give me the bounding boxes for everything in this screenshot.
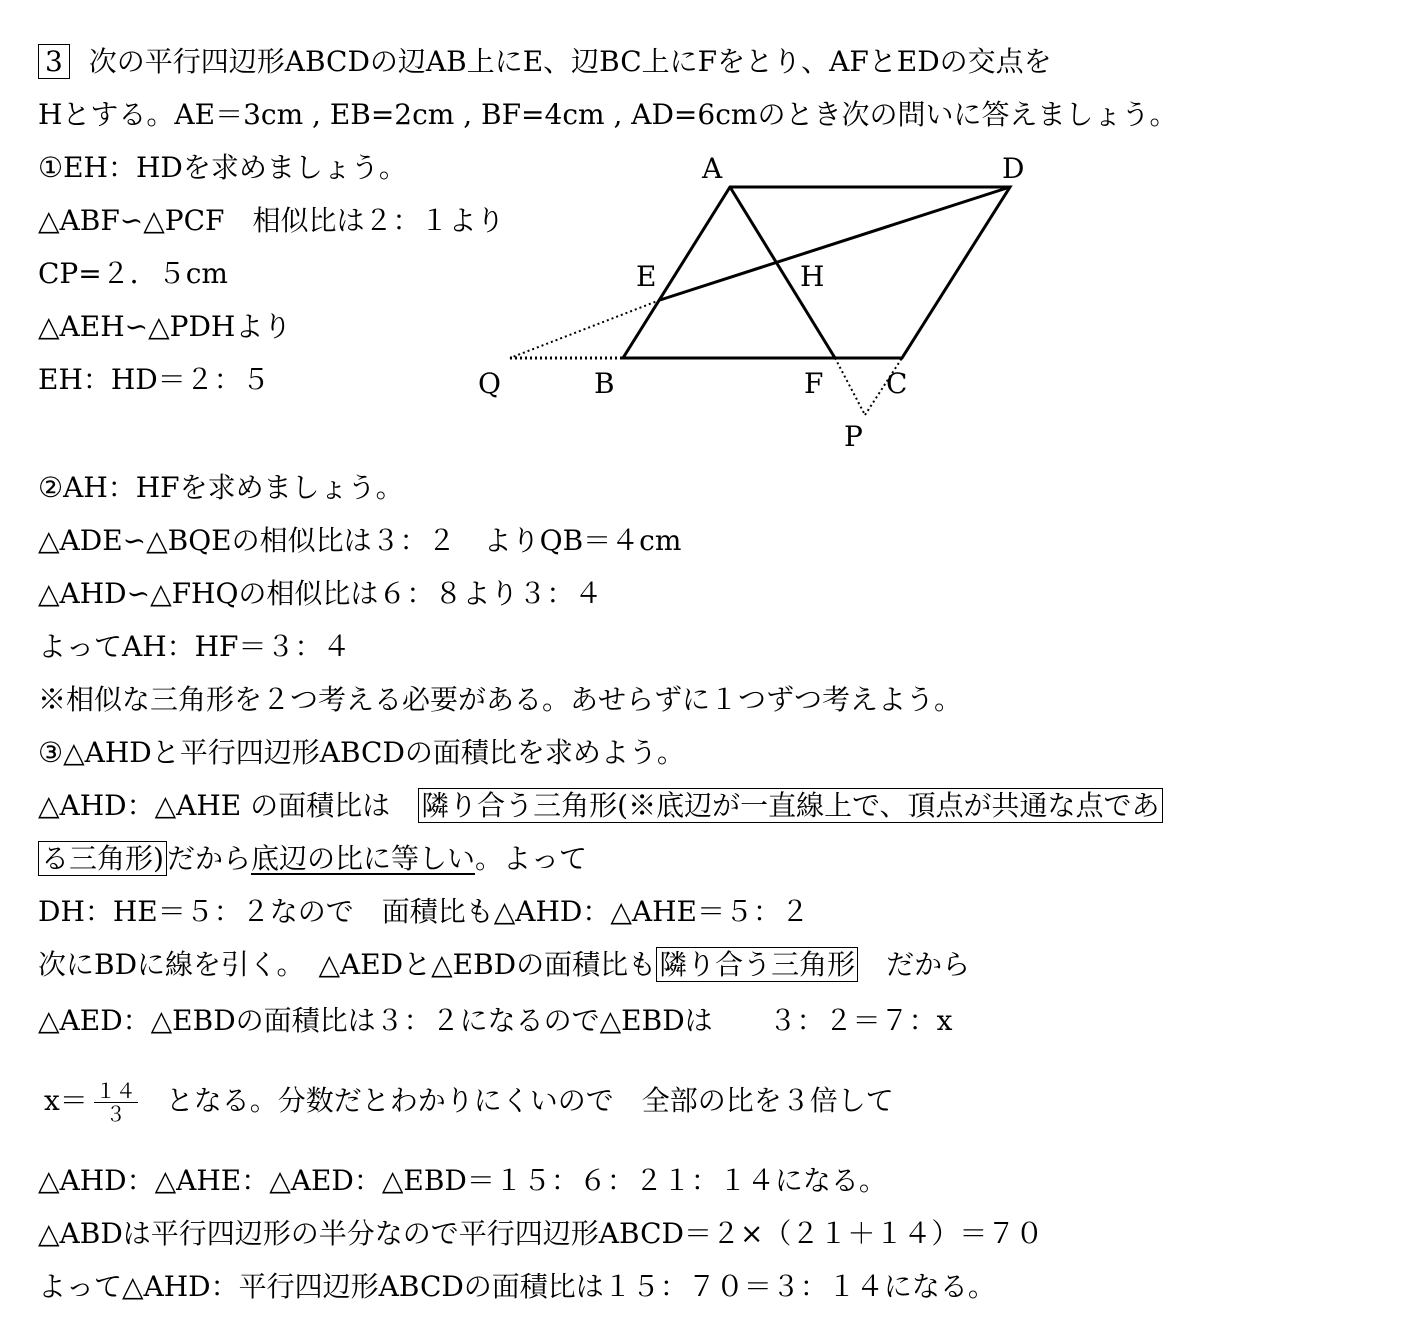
q3-line-6 <box>44 1074 894 1128</box>
q3-underlined-text: 底辺の比に等しい <box>250 842 475 875</box>
parallelogram-figure <box>460 150 1080 460</box>
problem-heading <box>38 42 1052 82</box>
q3-line-4 <box>38 945 970 985</box>
q3-line-4-a: 次にBDに線を引く。 △AEDと△EBDの面積比も <box>38 948 657 981</box>
segment-ed <box>660 187 1010 300</box>
label-d: D <box>1002 152 1025 185</box>
problem-intro-1: 次の平行四辺形ABCDの辺AB上にE、辺BC上にFをとり、AFとEDの交点を <box>88 45 1052 78</box>
q3-line-2-c: 。よって <box>474 842 587 875</box>
q3-x-equals: x＝ <box>44 1084 88 1117</box>
q3-adjacent-triangle-box-2: る三角形) <box>38 841 167 876</box>
fraction-numerator: １４ <box>95 1079 136 1103</box>
problem-number: 3 <box>38 44 70 79</box>
q2-line-3: よってAH：HF＝３：４ <box>38 630 351 663</box>
q2-line-2: △AHD∽△FHQの相似比は６：８より３：４ <box>38 577 603 610</box>
q3-line-9: よって△AHD：平行四辺形ABCDの面積比は１５：７０＝３：１４になる。 <box>38 1270 996 1303</box>
label-f: F <box>804 367 824 400</box>
q3-line-1 <box>38 786 1163 826</box>
q3-line-6-rest: となる。分数だとわかりにくいので 全部の比を３倍して <box>165 1084 894 1117</box>
label-p: P <box>844 420 863 453</box>
problem-intro-2: Hとする。AE＝3cm , EB=2cm , BF=4cm , AD=6cmのとき次の問いに答えましょう。 <box>38 98 1178 131</box>
q2-line-4: ※相似な三角形を２つ考える必要がある。あせらずに１つずつ考えよう。 <box>38 683 963 716</box>
q2-title: ②AH：HFを求めましょう。 <box>38 471 404 504</box>
q3-line-7: △AHD：△AHE：△AED：△EBD＝１５：６：２１：１４になる。 <box>38 1164 887 1197</box>
q3-line-2 <box>38 839 587 879</box>
label-h: H <box>800 260 825 293</box>
q3-adjacent-triangle-box-3: 隣り合う三角形 <box>656 947 858 982</box>
q1-line-1: △ABF∽△PCF 相似比は２：１より <box>38 204 505 237</box>
q1-line-2: CP=２．５cm <box>38 257 228 290</box>
q1-line-3: △AEH∽△PDHより <box>38 310 292 343</box>
dotted-fp <box>835 358 865 415</box>
fraction-denominator: ３ <box>105 1102 126 1126</box>
q3-line-2-b: だから <box>166 842 251 875</box>
q2-line-1: △ADE∽△BQEの相似比は３：２ よりQB＝４cm <box>38 524 682 557</box>
q3-line-5: △AED：△EBDの面積比は３：２になるので△EBDは ３：２＝７：x <box>38 1004 953 1037</box>
fraction-14-3 <box>94 1080 138 1125</box>
q3-title: ③△AHDと平行四辺形ABCDの面積比を求めよう。 <box>38 736 685 769</box>
label-a: A <box>702 152 723 185</box>
q1-line-4: EH：HD＝２：５ <box>38 363 270 396</box>
label-e: E <box>636 260 657 293</box>
q3-line-4-b: だから <box>858 948 971 981</box>
dotted-eq <box>510 300 660 358</box>
q3-line-8: △ABDは平行四辺形の半分なので平行四辺形ABCD＝２×（２１＋１４）＝７０ <box>38 1217 1044 1250</box>
q3-line-1-text: △AHD：△AHE の面積比は <box>38 789 391 822</box>
q1-title: ①EH：HDを求めましょう。 <box>38 151 407 184</box>
q3-adjacent-triangle-box-1: 隣り合う三角形(※底辺が一直線上で、頂点が共通な点であ <box>418 788 1162 823</box>
label-q: Q <box>478 367 501 400</box>
q3-line-3: DH：HE＝５：２なので 面積比も△AHD：△AHE＝５：２ <box>38 895 809 928</box>
label-b: B <box>594 367 615 400</box>
label-c: C <box>886 367 908 400</box>
